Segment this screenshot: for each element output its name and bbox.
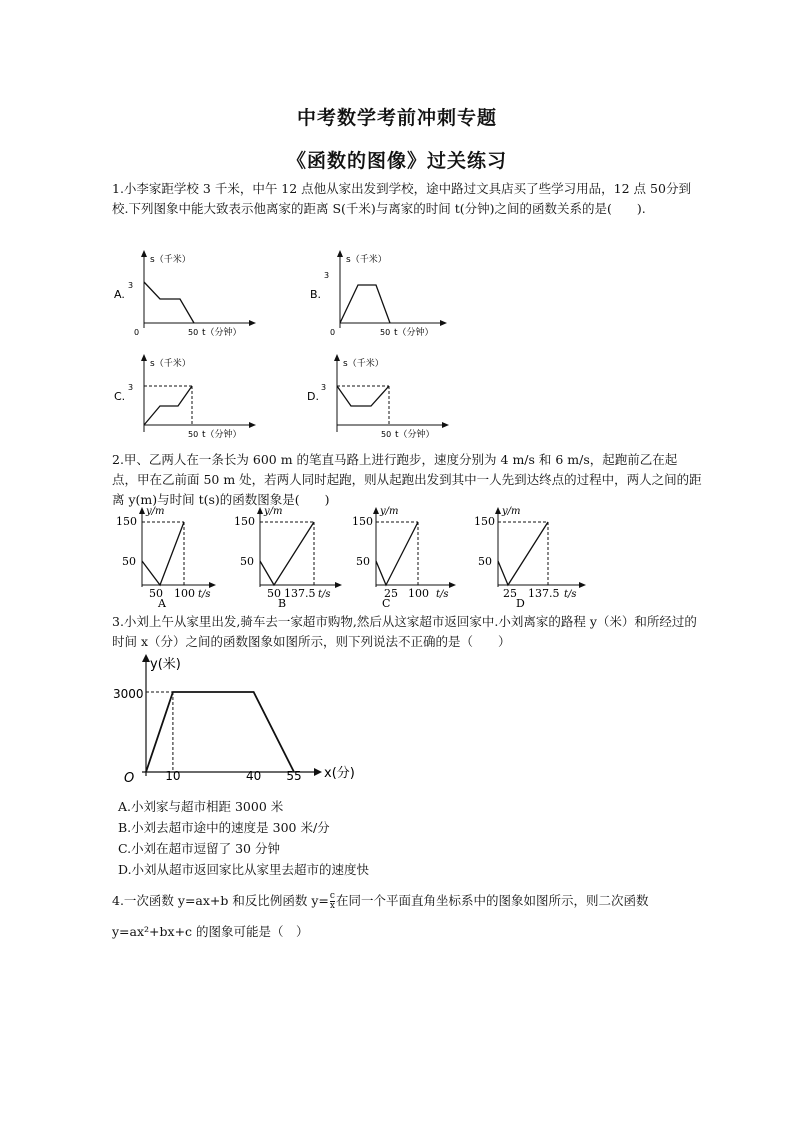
q3-xtick-10: 10 <box>165 769 181 783</box>
q1-graph-d-label: D. <box>307 390 319 403</box>
q2-graph-d <box>472 503 596 609</box>
question-4-line2: y=ax²+bx+c 的图象可能是（ ） <box>112 924 309 939</box>
q3-origin: O <box>124 771 135 786</box>
q2-graph-b <box>230 503 350 609</box>
question-1-text: 1.小李家距学校 3 千米，中午 12 点他从家出发到学校，途中路过文具店买了些学习用品，12 点 50分到校.下列图象中能大致表示他离家的距离 S(千米)与离家的时间 t(分钟)之间的函数关系的是( ). <box>112 181 691 216</box>
q4-text-a: 4.一次函数 y=ax+b 和反比例函数 y= <box>112 893 329 908</box>
question-3-text: 3.小刘上午从家里出发,骑车去一家超市购物,然后从这家超市返回家中.小刘离家的路程 y（米）和所经过的时间 x（分）之间的函数图象如图所示，则下列说法不正确的是（ ） <box>112 614 697 649</box>
q1-graph-c-xtick: 50 <box>188 430 199 439</box>
q2-graph-b-tick2: 137.5 <box>284 587 316 600</box>
q1-graph-d <box>305 352 455 440</box>
q2-graph-a-y50: 50 <box>122 555 136 568</box>
q2-graph-a-label: A <box>158 597 166 609</box>
q1-graph-c-ytick: 3 <box>128 383 134 392</box>
q2-graph-c-tick2: 100 <box>408 587 429 600</box>
q2-graph-c-y50: 50 <box>356 555 370 568</box>
q2-graph-a-tick1: 50 <box>149 587 163 600</box>
q1-graph-a-curve <box>144 282 194 323</box>
q2-graph-a-ylabel: y/m <box>146 506 165 517</box>
q1-graph-c <box>112 352 262 440</box>
q4-text-b: 在同一个平面直角坐标系中的图象如图所示，则二次函数 <box>335 893 649 908</box>
page-subtitle: 《函数的图像》过关练习 <box>286 150 507 172</box>
q1-graph-b-xlabel: t（分钟） <box>394 328 434 336</box>
page-title: 中考数学考前冲刺专题 <box>296 107 497 129</box>
q2-graph-d-tick1: 25 <box>503 587 517 600</box>
q3-chart <box>112 652 372 788</box>
q1-graph-b-ytick: 3 <box>324 271 330 280</box>
q1-graph-b-origin: 0 <box>330 328 336 336</box>
q2-graph-d-y50: 50 <box>478 555 492 568</box>
q1-graph-d-xlabel: t（分钟） <box>395 430 435 440</box>
q2-graph-b-curve <box>260 522 314 585</box>
q3-option-c: C.小刘在超市逗留了 30 分钟 <box>118 841 280 856</box>
q2-graph-a <box>112 503 224 609</box>
q4-fraction <box>330 892 335 911</box>
q2-graph-d-xlabel: t/s <box>564 589 577 600</box>
q1-graph-a-ytick: 3 <box>128 281 134 290</box>
q1-graph-b <box>308 248 458 336</box>
q1-graph-d-curve <box>337 386 389 406</box>
q3-ytick: 3000 <box>113 687 144 701</box>
q3-xtick-55: 55 <box>286 769 302 783</box>
q2-graph-d-label: D <box>516 597 525 609</box>
q1-graph-b-ylabel: s（千米） <box>346 255 387 265</box>
q1-graph-c-label: C. <box>114 390 126 403</box>
q2-graph-b-y50: 50 <box>240 555 254 568</box>
q2-graph-b-xlabel: t/s <box>318 589 331 600</box>
q2-graph-d-y150: 150 <box>474 515 495 528</box>
q1-graph-a-origin: 0 <box>134 328 140 336</box>
q4-frac-den: x <box>329 901 335 911</box>
q1-graph-a <box>112 248 262 336</box>
q2-graph-c <box>350 503 466 609</box>
q2-graph-c-y150: 150 <box>352 515 373 528</box>
question-4-line1 <box>112 890 702 912</box>
q1-graph-c-ylabel: s（千米） <box>150 359 191 369</box>
q1-graph-c-xlabel: t（分钟） <box>202 430 242 440</box>
q2-graph-a-y150: 150 <box>116 515 137 528</box>
q2-graph-b-tick1: 50 <box>267 587 281 600</box>
q1-graph-b-curve <box>340 285 390 323</box>
q3-xlabel: x(分) <box>324 766 355 781</box>
q1-graph-a-ylabel: s（千米） <box>150 255 191 265</box>
q2-graph-d-ylabel: y/m <box>502 506 521 517</box>
q2-graph-b-ylabel: y/m <box>264 506 283 517</box>
q3-option-a: A.小刘家与超市相距 3000 米 <box>118 799 284 814</box>
q2-graph-c-label: C <box>382 597 391 609</box>
q1-graph-d-ytick: 3 <box>321 383 327 392</box>
q2-graph-c-tick1: 25 <box>384 587 398 600</box>
q1-graph-a-label: A. <box>114 288 125 301</box>
q1-graph-b-label: B. <box>310 288 322 301</box>
q1-graph-a-xlabel: t（分钟） <box>202 328 242 336</box>
q1-graph-a-xtick: 50 <box>188 328 199 336</box>
q3-xtick-40: 40 <box>245 769 262 783</box>
question-2-text: 2.甲、乙两人在一条长为 600 m 的笔直马路上进行跑步，速度分别为 4 m/s 和 6 m/s，起跑前乙在起点，甲在乙前面 50 m 处，若两人同时起跑，则从起跑出发到其中一人先到达终点的过程中，两人之间的距离 y(m)与时间 t(s)的函数图象是( ) <box>112 452 702 507</box>
q2-graph-a-xlabel: t/s <box>198 589 211 600</box>
q3-option-b: B.小刘去超市途中的速度是 300 米/分 <box>118 820 330 835</box>
q3-line-series <box>146 692 294 772</box>
q1-graph-d-ylabel: s（千米） <box>343 359 384 369</box>
q2-graph-c-curve <box>376 522 418 585</box>
q3-option-d: D.小刘从超市返回家比从家里去超市的速度快 <box>118 862 370 877</box>
q4-frac-num: c <box>329 891 335 901</box>
q2-graph-d-tick2: 137.5 <box>528 587 560 600</box>
q2-graph-b-y150: 150 <box>234 515 255 528</box>
q2-graph-d-curve <box>498 522 548 585</box>
q2-graph-c-ylabel: y/m <box>380 506 399 517</box>
q2-graph-a-curve <box>142 522 184 585</box>
q2-graph-c-xlabel: t/s <box>436 589 449 600</box>
q3-ylabel: y(米) <box>150 657 181 672</box>
q1-graph-c-curve <box>144 386 192 425</box>
q2-graph-b-label: B <box>278 597 287 609</box>
q1-graph-d-xtick: 50 <box>381 430 392 439</box>
q1-graph-b-xtick: 50 <box>380 328 391 336</box>
q2-graph-a-tick2: 100 <box>174 587 195 600</box>
